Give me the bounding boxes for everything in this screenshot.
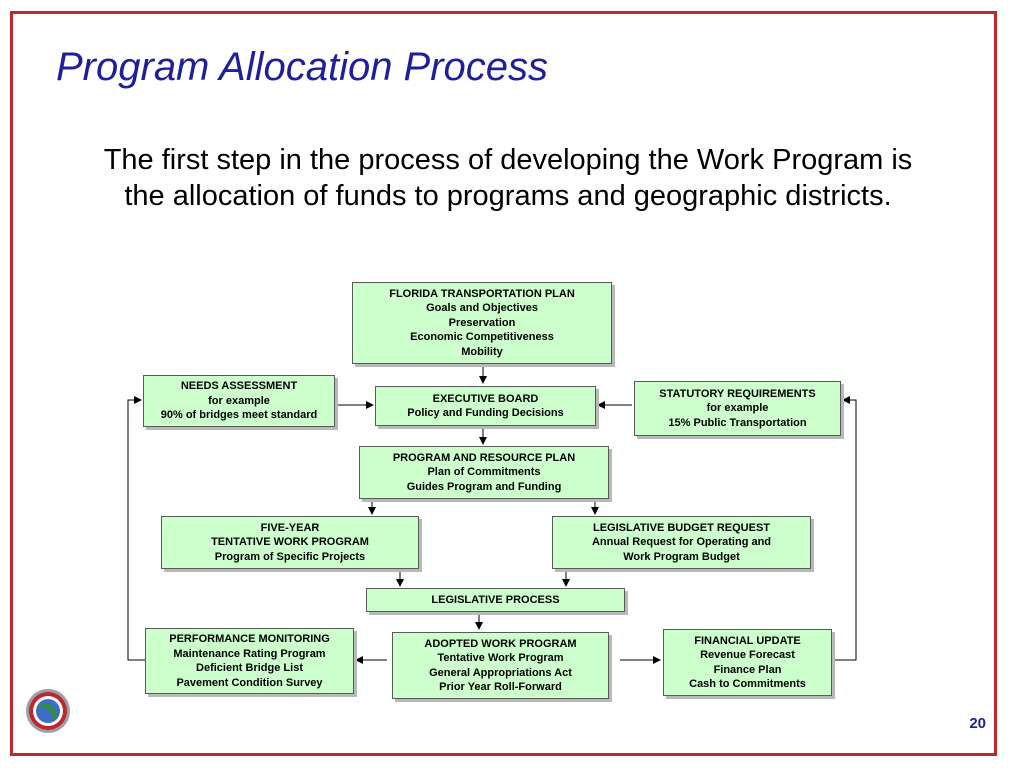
fiveyear-line-3: Program of Specific Projects — [214, 550, 366, 563]
box-program-and-resource-plan — [359, 446, 609, 499]
fin-line-2: Revenue Forecast — [700, 649, 795, 661]
lbr-line-2: Annual Request for Operating and — [591, 536, 772, 549]
perf-line-1: PERFORMANCE MONITORING — [169, 633, 330, 645]
box-florida-transportation-plan — [352, 282, 612, 364]
adopted-line-3: General Appropriations Act — [429, 666, 572, 679]
fiveyear-line-2: TENTATIVE WORK PROGRAM — [211, 536, 369, 549]
box-legislative-budget-request — [552, 516, 811, 569]
slide-title: Program Allocation Process — [56, 45, 549, 89]
perf-line-2: Maintenance Rating Program — [173, 647, 326, 660]
statutory-line-2: for example — [706, 402, 769, 415]
florida-dot-seal-icon — [25, 688, 71, 734]
lbr-line-1: LEGISLATIVE BUDGET REQUEST — [592, 521, 771, 534]
box-needs-assessment — [143, 375, 335, 427]
intro-text: The first step in the process of developing the Work Program is the allocation of funds to programs and geographic districts. — [103, 144, 913, 212]
prp-line-2: Plan of Commitments — [427, 466, 541, 479]
prp-line-3: Guides Program and Funding — [406, 480, 562, 493]
lbr-line-3: Work Program Budget — [623, 550, 740, 563]
statutory-line-3: 15% Public Transportation — [668, 416, 807, 429]
adopted-line-2: Tentative Work Program — [437, 652, 564, 664]
adopted-line-4: Prior Year Roll-Forward — [439, 681, 562, 693]
page-number: 20 — [969, 715, 986, 732]
box-executive-board — [375, 386, 596, 426]
needs-line-1: NEEDS ASSESSMENT — [180, 380, 298, 393]
box-financial-update — [663, 629, 832, 696]
feedback-fin-to-statutory — [833, 400, 856, 660]
feedback-perf-to-needs — [128, 400, 145, 660]
ftp-line-2: Goals and Objectives — [426, 302, 538, 315]
statutory-line-1: STATUTORY REQUIREMENTS — [659, 387, 816, 400]
fin-line-3: Finance Plan — [713, 663, 782, 676]
ftp-line-1: FLORIDA TRANSPORTATION PLAN — [389, 287, 575, 300]
legis-line-1: LEGISLATIVE PROCESS — [431, 593, 560, 606]
exec-line-2: Policy and Funding Decisions — [407, 407, 564, 419]
perf-line-3: Deficient Bridge List — [196, 662, 303, 674]
fiveyear-line-1: FIVE-YEAR — [260, 521, 320, 534]
adopted-line-1: ADOPTED WORK PROGRAM — [424, 637, 577, 650]
needs-line-3: 90% of bridges meet standard — [160, 409, 318, 422]
fin-line-4: Cash to Commitments — [689, 678, 806, 690]
box-performance-monitoring — [145, 628, 354, 694]
box-legislative-process — [366, 588, 625, 612]
needs-line-2: for example — [208, 394, 270, 407]
prp-line-1: PROGRAM AND RESOURCE PLAN — [392, 451, 576, 464]
fin-line-1: FINANCIAL UPDATE — [694, 634, 801, 647]
exec-line-1: EXECUTIVE BOARD — [432, 392, 539, 405]
ftp-line-5: Mobility — [461, 345, 503, 358]
box-adopted-work-program — [392, 632, 609, 699]
ftp-line-3: Preservation — [448, 316, 516, 329]
perf-line-4: Pavement Condition Survey — [176, 676, 323, 689]
box-five-year-tentative-work-program — [161, 516, 419, 569]
box-statutory-requirements — [634, 381, 841, 436]
ftp-line-4: Economic Competitiveness — [410, 331, 554, 344]
